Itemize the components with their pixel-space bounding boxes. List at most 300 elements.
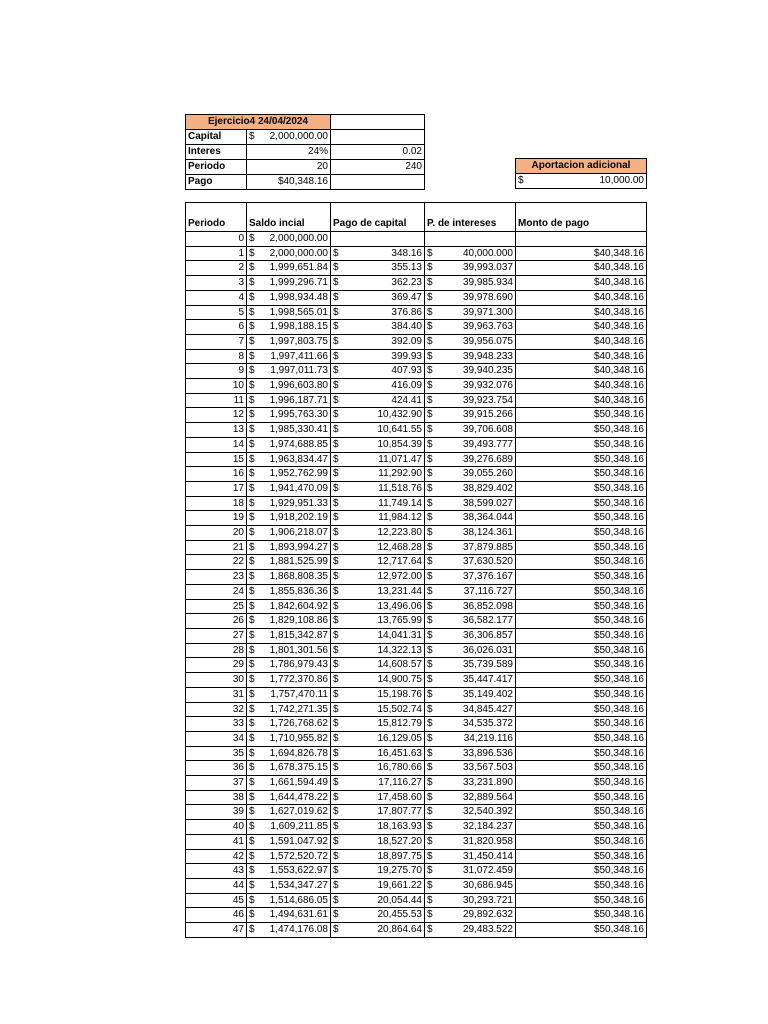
exercise-title[interactable]: Ejercicio4 24/04/2024 — [186, 115, 331, 130]
saldo-inicial-cell[interactable] — [247, 834, 331, 849]
saldo-inicial-cell[interactable] — [247, 452, 331, 467]
pago-capital-cell[interactable] — [331, 834, 425, 849]
saldo-inicial-cell[interactable] — [247, 349, 331, 364]
periodo-cell[interactable]: 37 — [186, 776, 247, 791]
intereses-cell[interactable] — [425, 628, 516, 643]
monto-pago-cell[interactable]: $50,348.16 — [516, 864, 647, 879]
currency-symbol: $ — [427, 777, 433, 789]
saldo-inicial-cell[interactable] — [247, 702, 331, 717]
saldo-inicial-cell[interactable] — [247, 232, 331, 247]
periodo-cell[interactable]: 34 — [186, 731, 247, 746]
pago-capital: 20,054.44 — [377, 894, 422, 906]
pago-capital-cell[interactable] — [331, 673, 425, 688]
periodo-cell[interactable]: 35 — [186, 746, 247, 761]
param-label[interactable]: Capital — [186, 130, 247, 145]
saldo-inicial-cell[interactable] — [247, 276, 331, 291]
pago-capital-cell[interactable] — [331, 614, 425, 629]
periodo-cell[interactable]: 29 — [186, 658, 247, 673]
monto-pago-cell[interactable]: $50,348.16 — [516, 467, 647, 482]
periodo-cell[interactable]: 31 — [186, 687, 247, 702]
pago-capital-cell[interactable] — [331, 276, 425, 291]
monto-pago-cell[interactable]: $40,348.16 — [516, 379, 647, 394]
monto-pago-cell[interactable]: $40,348.16 — [516, 334, 647, 349]
monto-pago-cell[interactable]: $50,348.16 — [516, 570, 647, 585]
monto-pago-cell[interactable]: $50,348.16 — [516, 526, 647, 541]
monto-pago-cell[interactable]: $50,348.16 — [516, 673, 647, 688]
monto-pago-cell[interactable]: $40,348.16 — [516, 349, 647, 364]
pago-capital-cell[interactable] — [331, 246, 425, 261]
monto-pago-cell[interactable]: $40,348.16 — [516, 305, 647, 320]
monto-pago-cell[interactable]: $50,348.16 — [516, 555, 647, 570]
intereses-cell[interactable] — [425, 584, 516, 599]
param-row — [186, 160, 425, 175]
pago-capital-cell[interactable] — [331, 423, 425, 438]
currency-symbol: $ — [427, 659, 433, 671]
periodo-cell[interactable]: 22 — [186, 555, 247, 570]
monto-pago-cell[interactable]: $50,348.16 — [516, 761, 647, 776]
periodo-cell[interactable]: 36 — [186, 761, 247, 776]
intereses: 35,447.417 — [462, 674, 513, 686]
periodo-cell[interactable]: 10 — [186, 379, 247, 394]
saldo-inicial-cell[interactable] — [247, 761, 331, 776]
monto-pago-cell[interactable]: $50,348.16 — [516, 878, 647, 893]
currency-symbol: $ — [249, 131, 255, 142]
monto-pago-cell[interactable]: $40,348.16 — [516, 261, 647, 276]
monto-pago-cell[interactable]: $50,348.16 — [516, 731, 647, 746]
pago-capital-cell[interactable] — [331, 687, 425, 702]
currency-symbol: $ — [333, 894, 339, 906]
pago-capital-cell[interactable] — [331, 511, 425, 526]
saldo-inicial-cell[interactable] — [247, 614, 331, 629]
header-periodo[interactable]: Periodo — [186, 203, 247, 232]
intereses-cell[interactable] — [425, 849, 516, 864]
saldo-inicial-cell[interactable] — [247, 334, 331, 349]
periodo-cell[interactable]: 47 — [186, 923, 247, 938]
intereses-cell[interactable] — [425, 276, 516, 291]
pago-capital-cell[interactable] — [331, 599, 425, 614]
pago-capital-cell[interactable] — [331, 408, 425, 423]
monto-pago-cell[interactable]: $40,348.16 — [516, 276, 647, 291]
currency-symbol: $ — [427, 806, 433, 818]
periodo-cell[interactable]: 21 — [186, 540, 247, 555]
param-value[interactable]: 24% — [247, 145, 331, 160]
header-intereses[interactable]: P. de intereses — [425, 203, 516, 232]
saldo-inicial-cell[interactable] — [247, 717, 331, 732]
pago-capital-cell[interactable] — [331, 379, 425, 394]
intereses-cell[interactable] — [425, 805, 516, 820]
intereses: 35,149.402 — [462, 688, 513, 700]
currency-symbol: $ — [333, 482, 339, 494]
pago-capital: 10,854.39 — [377, 438, 422, 450]
param-empty-cell[interactable] — [331, 115, 425, 130]
pago-capital-cell[interactable] — [331, 452, 425, 467]
saldo-inicial: 1,997,411.66 — [270, 350, 328, 362]
periodo-cell[interactable]: 7 — [186, 334, 247, 349]
saldo-inicial-cell[interactable] — [247, 628, 331, 643]
pago-capital-cell[interactable] — [331, 878, 425, 893]
pago-capital-cell[interactable] — [331, 364, 425, 379]
saldo-inicial-cell[interactable] — [247, 393, 331, 408]
saldo-inicial-cell[interactable] — [247, 261, 331, 276]
currency-symbol: $ — [427, 409, 433, 421]
param-extra[interactable]: 240 — [331, 160, 425, 175]
intereses-cell[interactable] — [425, 893, 516, 908]
intereses-cell[interactable] — [425, 526, 516, 541]
pago-capital-cell[interactable] — [331, 790, 425, 805]
pago-capital-cell[interactable] — [331, 555, 425, 570]
pago-capital-cell[interactable] — [331, 746, 425, 761]
pago-capital: 416.09 — [391, 380, 422, 392]
monto-pago-cell[interactable]: $50,348.16 — [516, 496, 647, 511]
intereses: 39,915.266 — [462, 409, 513, 421]
pago-capital-cell[interactable] — [331, 643, 425, 658]
header-pago-capital[interactable]: Pago de capital — [331, 203, 425, 232]
intereses-cell[interactable] — [425, 496, 516, 511]
pago-capital-cell[interactable] — [331, 658, 425, 673]
intereses-cell[interactable] — [425, 908, 516, 923]
periodo-cell[interactable]: 39 — [186, 805, 247, 820]
currency-symbol: $ — [249, 277, 255, 289]
aportacion-value-cell[interactable] — [516, 174, 647, 189]
monto-pago-cell[interactable]: $50,348.16 — [516, 511, 647, 526]
param-label[interactable]: Periodo — [186, 160, 247, 175]
param-extra[interactable] — [331, 175, 425, 190]
saldo-inicial-cell[interactable] — [247, 790, 331, 805]
pago-capital-cell[interactable] — [331, 628, 425, 643]
intereses-cell[interactable] — [425, 511, 516, 526]
saldo-inicial-cell[interactable] — [247, 820, 331, 835]
monto-pago-cell[interactable]: $50,348.16 — [516, 481, 647, 496]
periodo-cell[interactable]: 18 — [186, 496, 247, 511]
intereses-cell[interactable] — [425, 290, 516, 305]
pago-capital: 15,812.79 — [377, 718, 422, 730]
intereses: 39,985.934 — [462, 277, 513, 289]
intereses-cell[interactable] — [425, 320, 516, 335]
periodo-cell[interactable]: 15 — [186, 452, 247, 467]
saldo-inicial-cell[interactable] — [247, 246, 331, 261]
saldo-inicial-cell[interactable] — [247, 555, 331, 570]
intereses-cell[interactable] — [425, 393, 516, 408]
pago-capital: 15,198.76 — [377, 688, 422, 700]
monto-pago-cell[interactable]: $40,348.16 — [516, 364, 647, 379]
pago-capital-cell[interactable] — [331, 526, 425, 541]
saldo-inicial: 1,591,047.92 — [269, 835, 328, 847]
periodo-cell[interactable]: 43 — [186, 864, 247, 879]
intereses-cell[interactable] — [425, 614, 516, 629]
periodo-cell[interactable]: 0 — [186, 232, 247, 247]
currency-symbol: $ — [249, 688, 255, 700]
intereses-cell[interactable] — [425, 878, 516, 893]
periodo-cell[interactable]: 25 — [186, 599, 247, 614]
pago-capital-cell[interactable] — [331, 805, 425, 820]
pago-capital-cell[interactable] — [331, 717, 425, 732]
param-extra[interactable]: 0.02 — [331, 145, 425, 160]
intereses-cell[interactable] — [425, 379, 516, 394]
saldo-inicial-cell[interactable] — [247, 746, 331, 761]
saldo-inicial-cell[interactable] — [247, 849, 331, 864]
monto-pago-cell[interactable]: $40,348.16 — [516, 290, 647, 305]
periodo-cell[interactable]: 16 — [186, 467, 247, 482]
intereses-cell[interactable] — [425, 702, 516, 717]
intereses-cell[interactable] — [425, 261, 516, 276]
monto-pago-cell[interactable]: $50,348.16 — [516, 702, 647, 717]
intereses-cell[interactable] — [425, 305, 516, 320]
intereses-cell[interactable] — [425, 540, 516, 555]
monto-pago-cell[interactable]: $50,348.16 — [516, 408, 647, 423]
saldo-inicial-cell[interactable] — [247, 731, 331, 746]
intereses-cell[interactable] — [425, 599, 516, 614]
pago-capital-cell[interactable] — [331, 893, 425, 908]
monto-pago-cell[interactable]: $50,348.16 — [516, 658, 647, 673]
saldo-inicial-cell[interactable] — [247, 658, 331, 673]
intereses-cell[interactable] — [425, 570, 516, 585]
pago-capital-cell[interactable] — [331, 570, 425, 585]
intereses: 36,582.177 — [462, 615, 513, 627]
pago-capital: 10,641.55 — [377, 424, 422, 436]
periodo-cell[interactable]: 45 — [186, 893, 247, 908]
monto-pago-cell[interactable]: $50,348.16 — [516, 805, 647, 820]
monto-pago-cell[interactable]: $50,348.16 — [516, 849, 647, 864]
monto-pago-cell[interactable]: $40,348.16 — [516, 320, 647, 335]
periodo-cell[interactable]: 19 — [186, 511, 247, 526]
periodo-cell[interactable]: 6 — [186, 320, 247, 335]
pago-capital-cell[interactable] — [331, 702, 425, 717]
saldo-inicial-cell[interactable] — [247, 643, 331, 658]
pago-capital-cell[interactable] — [331, 232, 425, 247]
saldo-inicial-cell[interactable] — [247, 364, 331, 379]
pago-capital-cell[interactable] — [331, 820, 425, 835]
monto-pago-cell[interactable]: $50,348.16 — [516, 614, 647, 629]
periodo-cell[interactable]: 40 — [186, 820, 247, 835]
intereses-cell[interactable] — [425, 437, 516, 452]
intereses-cell[interactable] — [425, 246, 516, 261]
intereses-cell[interactable] — [425, 687, 516, 702]
aportacion-title[interactable]: Aportacion adicional — [516, 159, 647, 174]
param-label[interactable]: Interes — [186, 145, 247, 160]
periodo-cell[interactable]: 41 — [186, 834, 247, 849]
intereses-cell[interactable] — [425, 658, 516, 673]
intereses-cell[interactable] — [425, 467, 516, 482]
param-value[interactable]: 20 — [247, 160, 331, 175]
intereses-cell[interactable] — [425, 673, 516, 688]
param-value[interactable]: $40,348.16 — [247, 175, 331, 190]
periodo-cell[interactable]: 3 — [186, 276, 247, 291]
currency-symbol: $ — [249, 909, 255, 921]
monto-pago-cell[interactable]: $50,348.16 — [516, 423, 647, 438]
periodo-cell[interactable]: 11 — [186, 393, 247, 408]
param-value-cell[interactable] — [247, 130, 331, 145]
saldo-inicial-cell[interactable] — [247, 805, 331, 820]
currency-symbol: $ — [249, 659, 255, 671]
pago-capital-cell[interactable] — [331, 540, 425, 555]
param-label[interactable]: Pago — [186, 175, 247, 190]
periodo-cell[interactable]: 27 — [186, 628, 247, 643]
intereses-cell[interactable] — [425, 408, 516, 423]
pago-capital-cell[interactable] — [331, 349, 425, 364]
monto-pago-cell[interactable]: $50,348.16 — [516, 820, 647, 835]
periodo-cell[interactable]: 26 — [186, 614, 247, 629]
header-monto-pago[interactable]: Monto de pago — [516, 203, 647, 232]
pago-capital: 13,765.99 — [377, 615, 422, 627]
intereses-cell[interactable] — [425, 555, 516, 570]
intereses: 39,932.076 — [462, 380, 513, 392]
saldo-inicial-cell[interactable] — [247, 923, 331, 938]
pago-capital-cell[interactable] — [331, 923, 425, 938]
currency-symbol: $ — [249, 556, 255, 568]
saldo-inicial-cell[interactable] — [247, 481, 331, 496]
saldo-inicial-cell[interactable] — [247, 379, 331, 394]
monto-pago-cell[interactable]: $50,348.16 — [516, 687, 647, 702]
pago-capital-cell[interactable] — [331, 849, 425, 864]
periodo-cell[interactable]: 2 — [186, 261, 247, 276]
saldo-inicial-cell[interactable] — [247, 305, 331, 320]
periodo-cell[interactable]: 23 — [186, 570, 247, 585]
monto-pago-cell[interactable]: $50,348.16 — [516, 923, 647, 938]
periodo-cell[interactable]: 38 — [186, 790, 247, 805]
saldo-inicial-cell[interactable] — [247, 496, 331, 511]
saldo-inicial: 1,661,594.49 — [269, 777, 328, 789]
pago-capital-cell[interactable] — [331, 320, 425, 335]
monto-pago-cell[interactable]: $50,348.16 — [516, 599, 647, 614]
intereses-cell[interactable] — [425, 731, 516, 746]
param-extra[interactable] — [331, 130, 425, 145]
intereses: 39,055.260 — [462, 468, 513, 480]
pago-capital-cell[interactable] — [331, 393, 425, 408]
monto-pago-cell[interactable]: $50,348.16 — [516, 776, 647, 791]
table-row — [186, 614, 647, 629]
pago-capital-cell[interactable] — [331, 584, 425, 599]
saldo-inicial-cell[interactable] — [247, 908, 331, 923]
saldo-inicial-cell[interactable] — [247, 290, 331, 305]
saldo-inicial-cell[interactable] — [247, 423, 331, 438]
intereses-cell[interactable] — [425, 820, 516, 835]
periodo-cell[interactable]: 5 — [186, 305, 247, 320]
saldo-inicial-cell[interactable] — [247, 467, 331, 482]
periodo-cell[interactable]: 30 — [186, 673, 247, 688]
intereses-cell[interactable] — [425, 643, 516, 658]
pago-capital-cell[interactable] — [331, 290, 425, 305]
intereses-cell[interactable] — [425, 717, 516, 732]
monto-pago-cell[interactable]: $50,348.16 — [516, 452, 647, 467]
pago-capital-cell[interactable] — [331, 496, 425, 511]
intereses-cell[interactable] — [425, 481, 516, 496]
monto-pago-cell[interactable]: $50,348.16 — [516, 893, 647, 908]
periodo-cell[interactable]: 24 — [186, 584, 247, 599]
currency-symbol: $ — [427, 291, 433, 303]
periodo-cell[interactable]: 44 — [186, 878, 247, 893]
periodo-cell[interactable]: 13 — [186, 423, 247, 438]
pago-capital-cell[interactable] — [331, 908, 425, 923]
periodo-cell[interactable]: 20 — [186, 526, 247, 541]
currency-symbol: $ — [427, 394, 433, 406]
intereses-cell[interactable] — [425, 349, 516, 364]
saldo-inicial-cell[interactable] — [247, 437, 331, 452]
saldo-inicial-cell[interactable] — [247, 320, 331, 335]
monto-pago-cell[interactable]: $50,348.16 — [516, 908, 647, 923]
pago-capital-cell[interactable] — [331, 481, 425, 496]
currency-symbol: $ — [249, 468, 255, 480]
monto-pago-cell[interactable]: $50,348.16 — [516, 717, 647, 732]
periodo-cell[interactable]: 17 — [186, 481, 247, 496]
periodo-cell[interactable]: 33 — [186, 717, 247, 732]
periodo-cell[interactable]: 14 — [186, 437, 247, 452]
pago-capital-cell[interactable] — [331, 467, 425, 482]
table-row — [186, 673, 647, 688]
periodo-cell[interactable]: 42 — [186, 849, 247, 864]
saldo-inicial-cell[interactable] — [247, 878, 331, 893]
saldo-inicial-cell[interactable] — [247, 893, 331, 908]
header-saldo-inicial[interactable]: Saldo incial — [247, 203, 331, 232]
pago-capital-cell[interactable] — [331, 305, 425, 320]
intereses-cell[interactable] — [425, 790, 516, 805]
periodo-cell[interactable]: 32 — [186, 702, 247, 717]
pago-capital-cell[interactable] — [331, 776, 425, 791]
saldo-inicial-cell[interactable] — [247, 864, 331, 879]
intereses-cell[interactable] — [425, 423, 516, 438]
monto-pago-cell[interactable]: $50,348.16 — [516, 437, 647, 452]
intereses-cell[interactable] — [425, 864, 516, 879]
periodo-cell[interactable]: 8 — [186, 349, 247, 364]
monto-pago-cell[interactable]: $50,348.16 — [516, 790, 647, 805]
pago-capital-cell[interactable] — [331, 261, 425, 276]
periodo-cell[interactable]: 12 — [186, 408, 247, 423]
intereses-cell[interactable] — [425, 334, 516, 349]
monto-pago-cell[interactable]: $50,348.16 — [516, 584, 647, 599]
intereses-cell[interactable] — [425, 923, 516, 938]
monto-pago-cell[interactable]: $50,348.16 — [516, 834, 647, 849]
intereses: 39,940.235 — [462, 365, 513, 377]
intereses-cell[interactable] — [425, 232, 516, 247]
monto-pago-cell[interactable]: $50,348.16 — [516, 540, 647, 555]
monto-pago-cell[interactable]: $50,348.16 — [516, 643, 647, 658]
monto-pago-cell[interactable] — [516, 232, 647, 247]
pago-capital-cell[interactable] — [331, 731, 425, 746]
saldo-inicial-cell[interactable] — [247, 511, 331, 526]
saldo-inicial-cell[interactable] — [247, 673, 331, 688]
intereses-cell[interactable] — [425, 834, 516, 849]
pago-capital-cell[interactable] — [331, 761, 425, 776]
saldo-inicial-cell[interactable] — [247, 408, 331, 423]
saldo-inicial-cell[interactable] — [247, 526, 331, 541]
saldo-inicial-cell[interactable] — [247, 584, 331, 599]
intereses-cell[interactable] — [425, 746, 516, 761]
periodo-cell[interactable]: 46 — [186, 908, 247, 923]
monto-pago-cell[interactable]: $40,348.16 — [516, 393, 647, 408]
saldo-inicial-cell[interactable] — [247, 599, 331, 614]
saldo-inicial-cell[interactable] — [247, 687, 331, 702]
periodo-cell[interactable]: 9 — [186, 364, 247, 379]
pago-capital-cell[interactable] — [331, 864, 425, 879]
saldo-inicial-cell[interactable] — [247, 570, 331, 585]
intereses-cell[interactable] — [425, 761, 516, 776]
periodo-cell[interactable]: 1 — [186, 246, 247, 261]
pago-capital-cell[interactable] — [331, 437, 425, 452]
table-row — [186, 570, 647, 585]
currency-symbol: $ — [249, 879, 255, 891]
saldo-inicial-cell[interactable] — [247, 540, 331, 555]
intereses-cell[interactable] — [425, 776, 516, 791]
monto-pago-cell[interactable]: $50,348.16 — [516, 746, 647, 761]
intereses-cell[interactable] — [425, 364, 516, 379]
intereses-cell[interactable] — [425, 452, 516, 467]
monto-pago-cell[interactable]: $40,348.16 — [516, 246, 647, 261]
periodo-cell[interactable]: 4 — [186, 290, 247, 305]
pago-capital-cell[interactable] — [331, 334, 425, 349]
monto-pago-cell[interactable]: $50,348.16 — [516, 628, 647, 643]
periodo-cell[interactable]: 28 — [186, 643, 247, 658]
saldo-inicial-cell[interactable] — [247, 776, 331, 791]
saldo-inicial: 1,772,370.86 — [269, 674, 328, 686]
